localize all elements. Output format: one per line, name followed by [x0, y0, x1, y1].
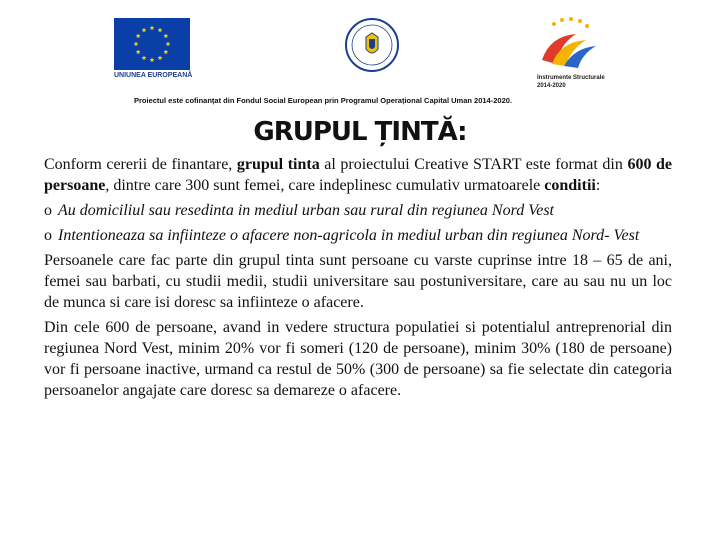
eu-logo-caption: UNIUNEA EUROPEANĂ — [114, 72, 193, 79]
age-criteria-paragraph: Persoanele care fac parte din grupul tinta sunt persoane cu varste cuprinse intre 18 – 65 de ani, femei sau barbati, cu studii medii, studii universitare sau postuniversitare, care au sau nu un loc de munca si care isi doresc sa infiinteze o afacere. — [44, 252, 672, 311]
list-item: o Intentioneaza sa infiinteze o afacere non-agricola in mediul urban din regiunea Nord- Vest — [44, 227, 640, 244]
page-title: GRUPUL ȚINTĂ: — [253, 117, 467, 147]
bullet-marker-icon: o — [44, 227, 52, 244]
structural-instruments-caption: Instrumente Structurale 2014-2020 — [537, 75, 605, 89]
eu-star-icon — [166, 41, 171, 46]
body-text — [44, 154, 672, 401]
eu-star-icon — [142, 55, 147, 60]
romanian-government-logo — [344, 17, 400, 73]
eu-star-icon — [158, 55, 163, 60]
intro-paragraph: Conform cererii de finantare, grupul tinta al proiectului Creative START este format din 600 de persoane, dintre care 300 sunt femei, care indeplinesc cumulativ urmatoarele conditii: — [44, 156, 673, 194]
structural-instruments-icon — [530, 14, 610, 74]
structural-instruments-logo — [530, 14, 610, 94]
eu-star-icon — [136, 33, 141, 38]
logo-bar — [0, 0, 720, 96]
eu-star-icon — [136, 49, 141, 54]
eu-star-icon — [150, 25, 155, 30]
cofinance-notice: Proiectul este cofinanțat din Fondul Social European prin Programul Operațional Capital Uman 2014-2020. — [134, 96, 512, 105]
eu-star-icon — [142, 28, 147, 33]
eu-flag-icon — [114, 18, 190, 70]
eu-star-icon — [150, 57, 155, 62]
eu-star-icon — [163, 49, 168, 54]
list-item: o Au domiciliul sau resedinta in mediul urban sau rural din regiunea Nord Vest — [44, 202, 554, 219]
eu-logo — [114, 18, 192, 82]
eu-star-icon — [163, 33, 168, 38]
bullet-marker-icon: o — [44, 202, 52, 219]
eu-star-icon — [158, 28, 163, 33]
eu-star-icon — [134, 41, 139, 46]
distribution-paragraph: Din cele 600 de persoane, avand in vedere structura populatiei si potentialul antreprenorial din regiunea Nord Vest, minim 20% vor fi someri (120 de persoane), minim 30% (180 de persoane) vor fi persoane inactive, urmand ca restul de 50% (300 de persoane) sa fie selectate din categoria persoanelor angajate care doresc sa demareze o afacere. — [44, 319, 672, 399]
